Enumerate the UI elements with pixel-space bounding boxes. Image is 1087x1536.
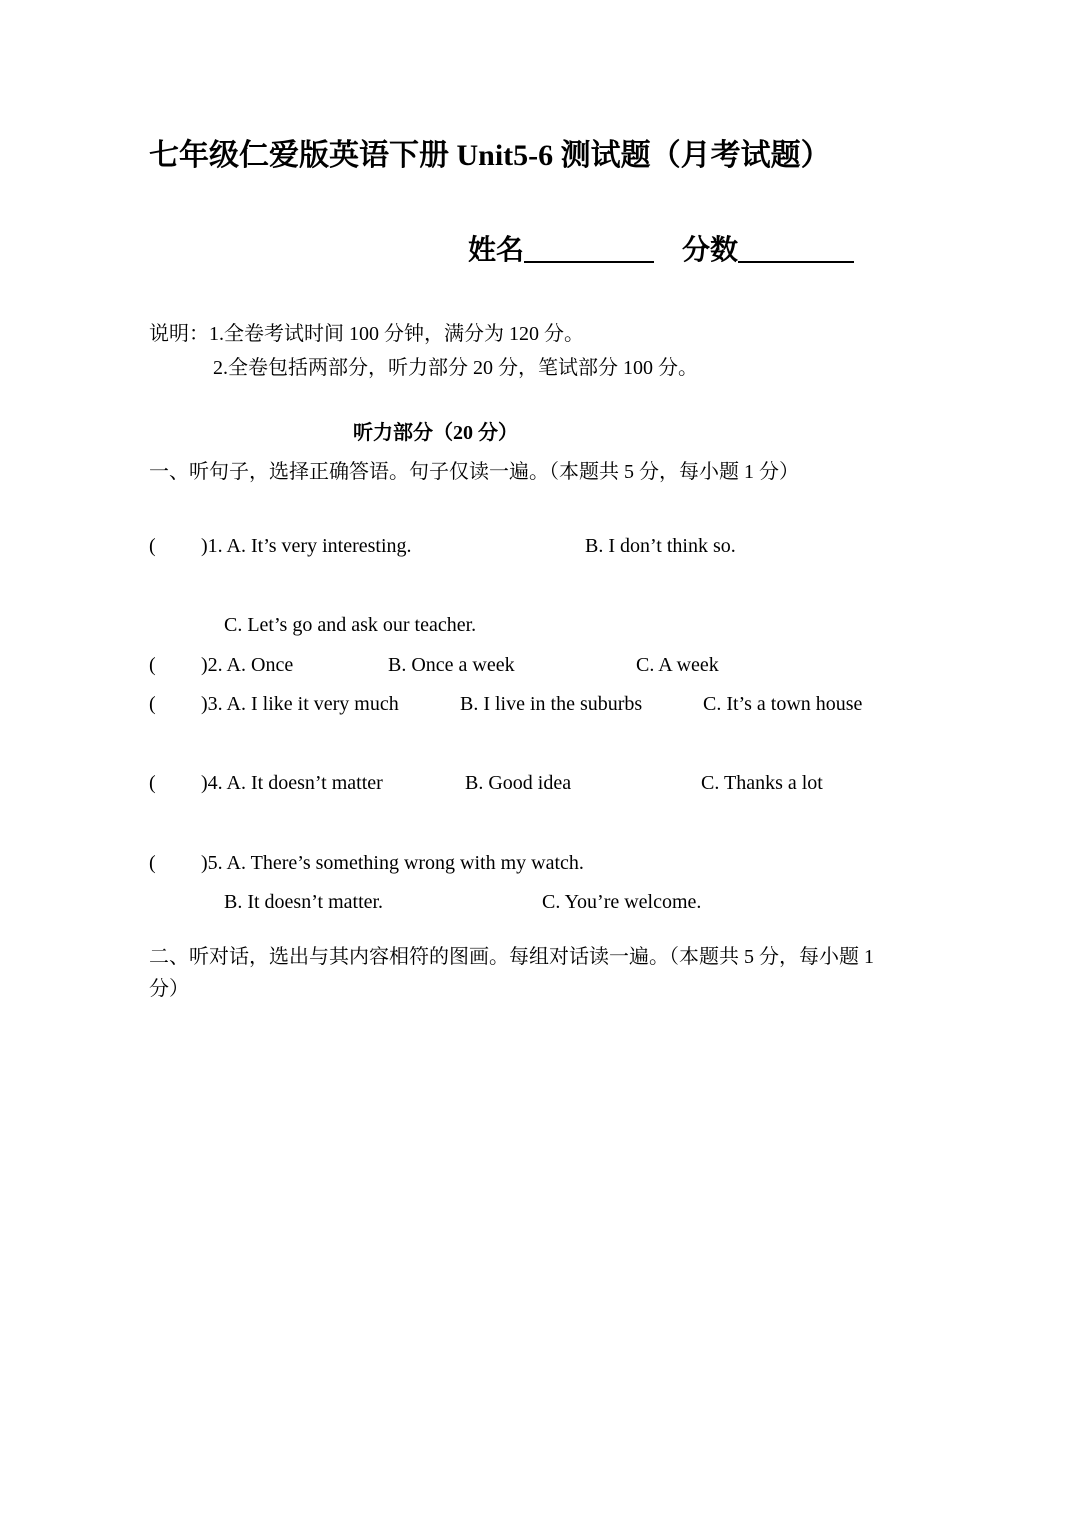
section1-heading: 一、听句子，选择正确答语。句子仅读一遍。（本题共 5 分，每小题 1 分） (149, 461, 799, 483)
instructions-text-2: 2.全卷包括两部分，听力部分 20 分，笔试部分 100 分。 (213, 357, 698, 379)
q1-option-a: )1. A. It’s very interesting. (201, 535, 412, 557)
q4-option-b: B. Good idea (465, 772, 572, 794)
section2-heading-line1: 二、听对话，选出与其内容相符的图画。每组对话读一遍。（本题共 5 分，每小题 1 (149, 946, 874, 968)
q4-option-a: )4. A. It doesn’t matter (201, 772, 383, 794)
q3-option-b: B. I live in the suburbs (460, 693, 643, 715)
q5-option-b: B. It doesn’t matter. (224, 891, 384, 913)
listening-heading: 听力部分（20 分） (353, 422, 518, 444)
page-title: 七年级仁爱版英语下册 Unit5-6 测试题（月考试题） (149, 139, 831, 172)
section2-heading-line2: 分） (149, 978, 189, 1000)
answer-paren[interactable]: ( (149, 535, 156, 557)
question-5 (149, 852, 584, 875)
q1-option-b: B. I don’t think so. (585, 535, 736, 557)
q2-option-b: B. Once a week (388, 654, 515, 676)
q5-option-a: )5. A. There’s something wrong with my watch. (201, 852, 584, 874)
q4-option-c: C. Thanks a lot (701, 772, 823, 794)
answer-paren[interactable]: ( (149, 693, 156, 715)
question-1 (149, 535, 412, 558)
q5-option-c: C. You’re welcome. (542, 891, 702, 913)
q3-option-a: )3. A. I like it very much (201, 693, 399, 715)
answer-paren[interactable]: ( (149, 772, 156, 794)
score-label: 分数 (682, 235, 739, 266)
question-4 (149, 772, 383, 795)
instructions-label: 说明： (149, 323, 209, 345)
q2-option-c: C. A week (636, 654, 719, 676)
instructions-line1 (149, 317, 584, 346)
name-blank[interactable] (524, 233, 654, 263)
name-score-line (468, 228, 854, 268)
question-2 (149, 654, 293, 677)
name-label: 姓名 (468, 235, 525, 266)
q1-option-c: C. Let’s go and ask our teacher. (224, 614, 477, 636)
instructions-text-1: 1.全卷考试时间 100 分钟，满分为 120 分。 (209, 323, 584, 345)
q3-option-c: C. It’s a town house (703, 693, 863, 715)
q2-option-a: )2. A. Once (201, 654, 294, 676)
answer-paren[interactable]: ( (149, 654, 156, 676)
score-blank[interactable] (738, 233, 854, 263)
answer-paren[interactable]: ( (149, 852, 156, 874)
question-3 (149, 693, 399, 716)
